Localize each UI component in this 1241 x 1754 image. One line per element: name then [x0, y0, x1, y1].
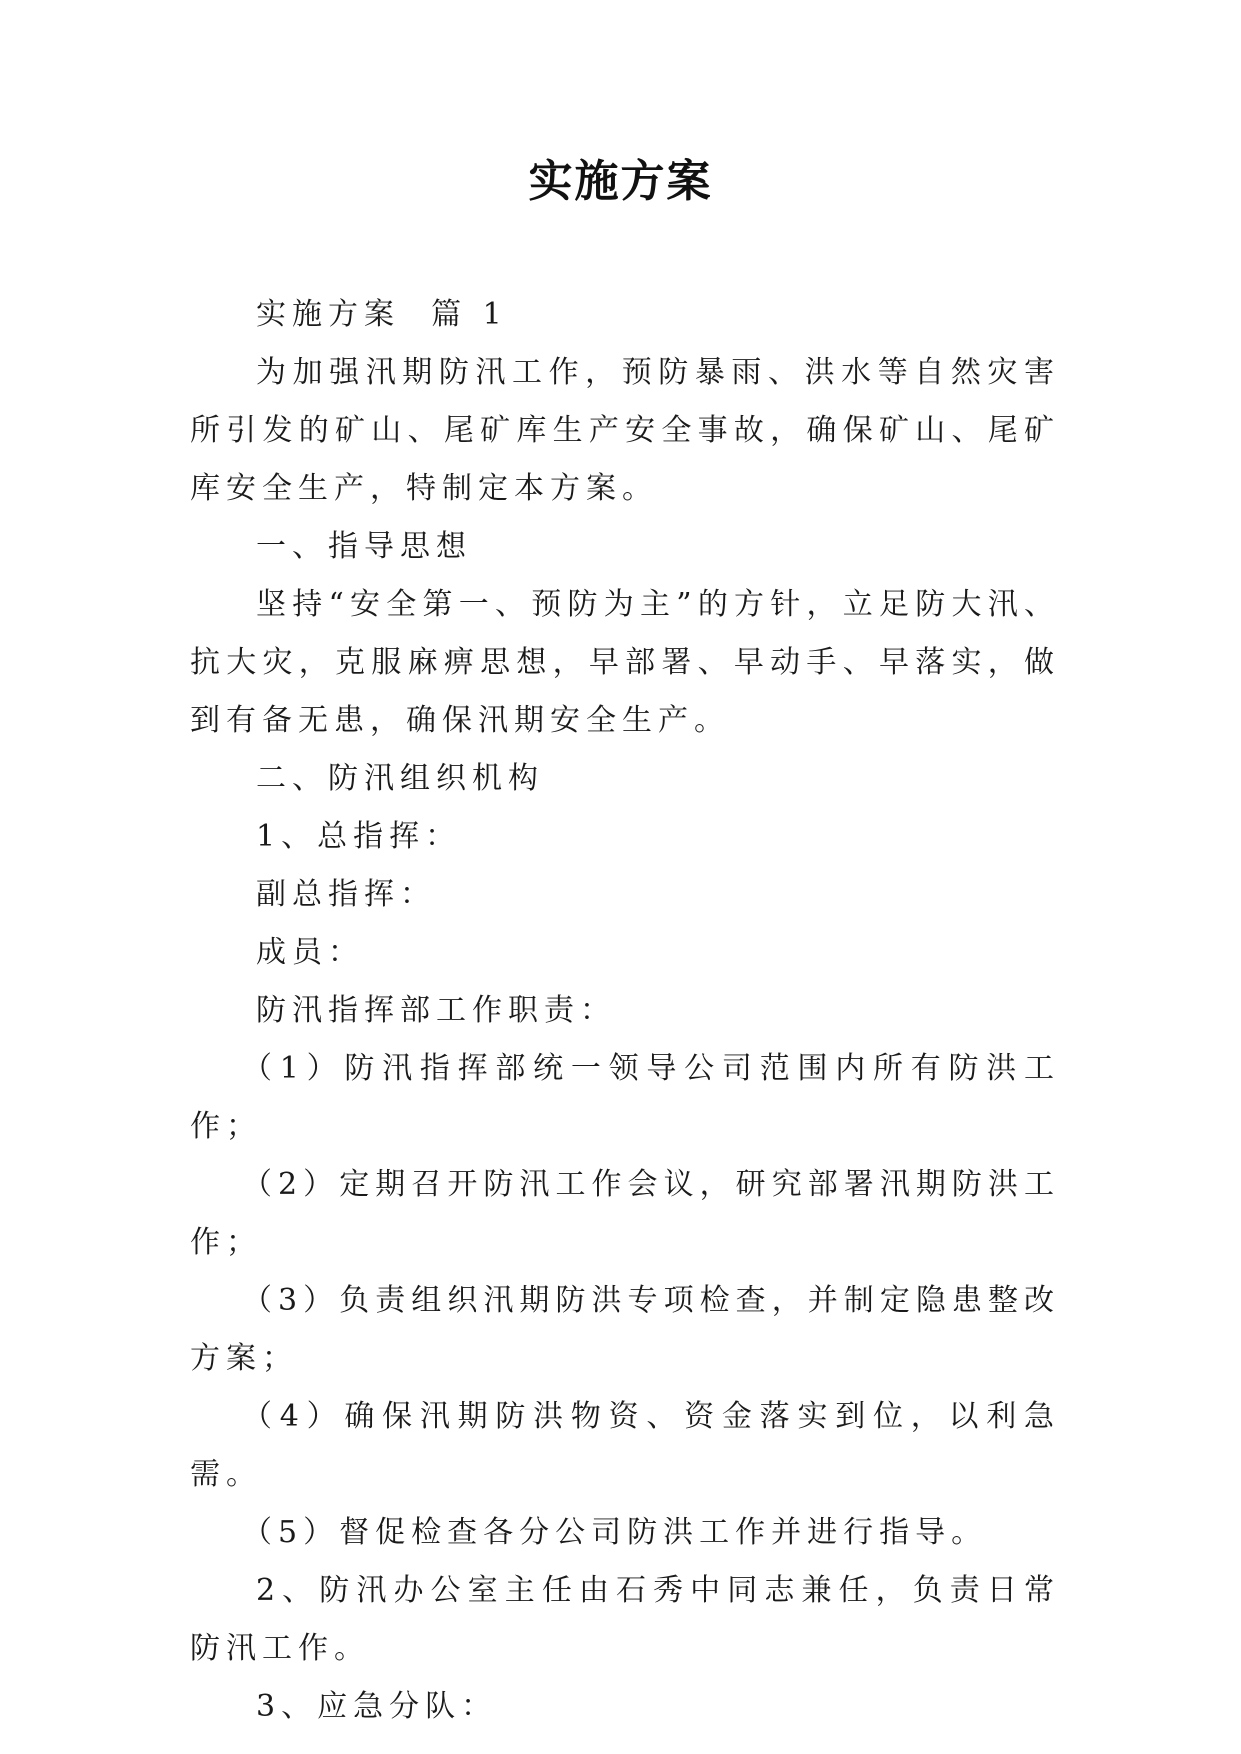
- deputy-commander-line: 副总指挥：: [256, 877, 436, 912]
- office-director-paragraph: 2、防汛办公室主任由石秀中同志兼任，负责日常防汛工作。: [190, 1573, 1060, 1666]
- heading-organization: 二、防汛组织机构: [256, 761, 544, 796]
- document-body: [190, 286, 1060, 1736]
- commander-line: 1、总指挥：: [256, 819, 462, 854]
- duty-item: （5）督促检查各分公司防洪工作并进行指导。: [242, 1515, 988, 1550]
- section-heading-part-1: 实施方案 篇 1: [256, 297, 508, 332]
- document-title: 实施方案: [528, 156, 713, 207]
- heading-guiding-ideology: 一、指导思想: [256, 529, 472, 564]
- duties-heading: 防汛指挥部工作职责：: [256, 993, 616, 1028]
- duty-item: （3）负责组织汛期防洪专项检查，并制定隐患整改方案；: [190, 1283, 1060, 1376]
- duty-item: （4）确保汛期防洪物资、资金落实到位，以利急需。: [190, 1399, 1060, 1492]
- duty-item: （2）定期召开防汛工作会议，研究部署汛期防洪工作；: [190, 1167, 1060, 1260]
- intro-paragraph: 为加强汛期防汛工作，预防暴雨、洪水等自然灾害所引发的矿山、尾矿库生产安全事故，确保矿山、尾矿库安全生产，特制定本方案。: [190, 355, 1060, 506]
- duty-item: （1）防汛指挥部统一领导公司范围内所有防洪工作；: [190, 1051, 1060, 1144]
- emergency-team-line: 3、应急分队：: [256, 1689, 498, 1724]
- guiding-ideology-paragraph: 坚持“安全第一、预防为主”的方针，立足防大汛、抗大灾，克服麻痹思想，早部署、早动手、早落实，做到有备无患，确保汛期安全生产。: [190, 587, 1060, 738]
- members-line: 成员：: [256, 935, 364, 970]
